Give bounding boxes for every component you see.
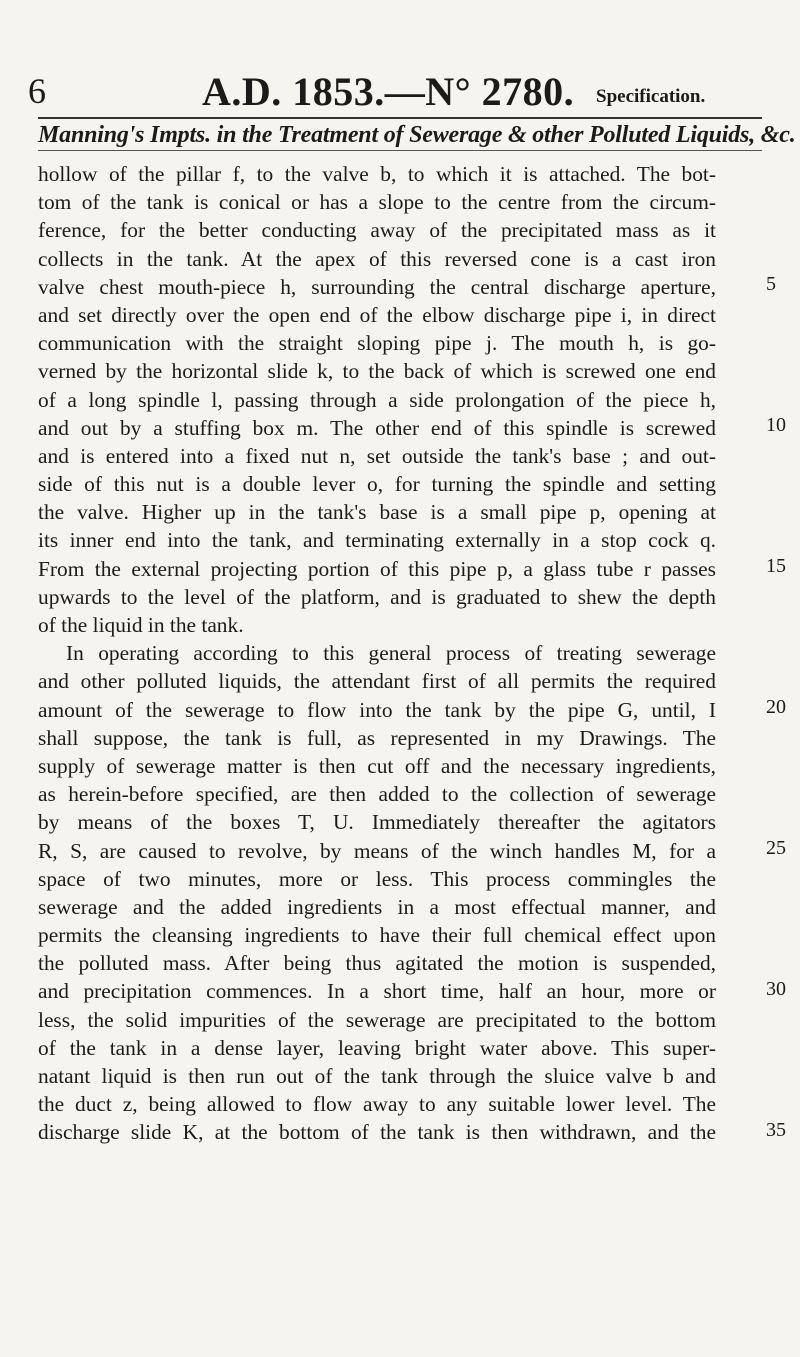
text-line: and set directly over the open end of the elbow discharge pipe i, in direct [38, 302, 716, 327]
line-number: 20 [766, 695, 786, 718]
text-line: of the liquid in the tank. [38, 613, 244, 637]
text-line: less, the solid impurities of the sewerage are precipitated to the bottom [38, 1007, 716, 1032]
text-line: and out by a stuffing box m. The other end of this spindle is screwed [38, 415, 716, 440]
text-line: the valve. Higher up in the tank's base is a small pipe p, opening at [38, 500, 716, 525]
header-rule [38, 117, 762, 119]
body-text [38, 160, 786, 1147]
text-line: of the tank in a dense layer, leaving bright water above. This super- [38, 1035, 716, 1060]
text-line: natant liquid is then run out of the tank through the sluice valve b and [38, 1064, 716, 1088]
text-line: as herein-before specified, are then added to the collection of sewerage [38, 782, 716, 807]
text-line: space of two minutes, more or less. This process commingles the [38, 866, 716, 891]
text-line: supply of sewerage matter is then cut off and the necessary ingredients, [38, 753, 716, 778]
text-line: From the external projecting portion of this pipe p, a glass tube r passes [38, 556, 716, 581]
text-line: and is entered into a fixed nut n, set outside the tank's base ; and out- [38, 443, 716, 468]
page-number: 6 [28, 71, 46, 111]
text-line: communication with the straight sloping pipe j. The mouth h, is go- [38, 331, 716, 356]
line-number: 15 [766, 554, 786, 577]
text-line: ference, for the better conducting away of the precipitated mass as it [38, 218, 716, 243]
text-line: the polluted mass. After being thus agitated the motion is suspended, [38, 951, 716, 976]
line-number: 30 [766, 977, 786, 1000]
line-number: 35 [766, 1118, 786, 1141]
running-title-rule [38, 150, 762, 151]
document-title: A.D. 1853.—N° 2780. [202, 69, 575, 114]
text-line: and precipitation commences. In a short time, half an hour, more or [38, 979, 716, 1004]
text-line: by means of the boxes T, U. Immediately thereafter the agitators [38, 810, 716, 835]
text-line: of a long spindle l, passing through a side prolongation of the piece h, [38, 387, 716, 412]
section-label: Specification. [596, 86, 706, 107]
text-line: the duct z, being allowed to flow away to any suitable lower level. The [38, 1092, 716, 1117]
text-line: collects in the tank. At the apex of this reversed cone is a cast iron [38, 246, 716, 271]
text-line: sewerage and the added ingredients in a most effectual manner, and [38, 894, 716, 919]
line-number: 25 [766, 836, 786, 859]
text-line: discharge slide K, at the bottom of the tank is then withdrawn, and the [38, 1120, 716, 1145]
text-line: R, S, are caused to revolve, by means of the winch handles M, for a [38, 838, 716, 863]
text-line: verned by the horizontal slide k, to the back of which is screwed one end [38, 359, 716, 384]
text-line: permits the cleansing ingredients to have their full chemical effect upon [38, 923, 716, 948]
line-number: 5 [766, 272, 776, 295]
line-number: 10 [766, 413, 786, 436]
text-line: amount of the sewerage to flow into the tank by the pipe G, until, I [38, 697, 716, 722]
text-line: valve chest mouth-piece h, surrounding the central discharge aperture, [38, 274, 716, 299]
running-title: Manning's Impts. in the Treatment of Sewerage & other Polluted Liquids, &c. [38, 122, 796, 148]
text-line: tom of the tank is conical or has a slope to the centre from the circum- [38, 190, 716, 215]
text-line: hollow of the pillar f, to the valve b, to which it is attached. The bot- [38, 162, 716, 186]
page-header [0, 0, 800, 160]
text-line: its inner end into the tank, and terminating externally in a stop cock q. [38, 528, 716, 553]
text-line: and other polluted liquids, the attendant first of all permits the required [38, 669, 716, 694]
text-line: shall suppose, the tank is full, as represented in my Drawings. The [38, 725, 716, 750]
text-line: In operating according to this general process of treating sewerage [66, 641, 716, 666]
text-line: upwards to the level of the platform, and is graduated to shew the depth [38, 584, 716, 609]
text-line: side of this nut is a double lever o, for turning the spindle and setting [38, 472, 716, 497]
